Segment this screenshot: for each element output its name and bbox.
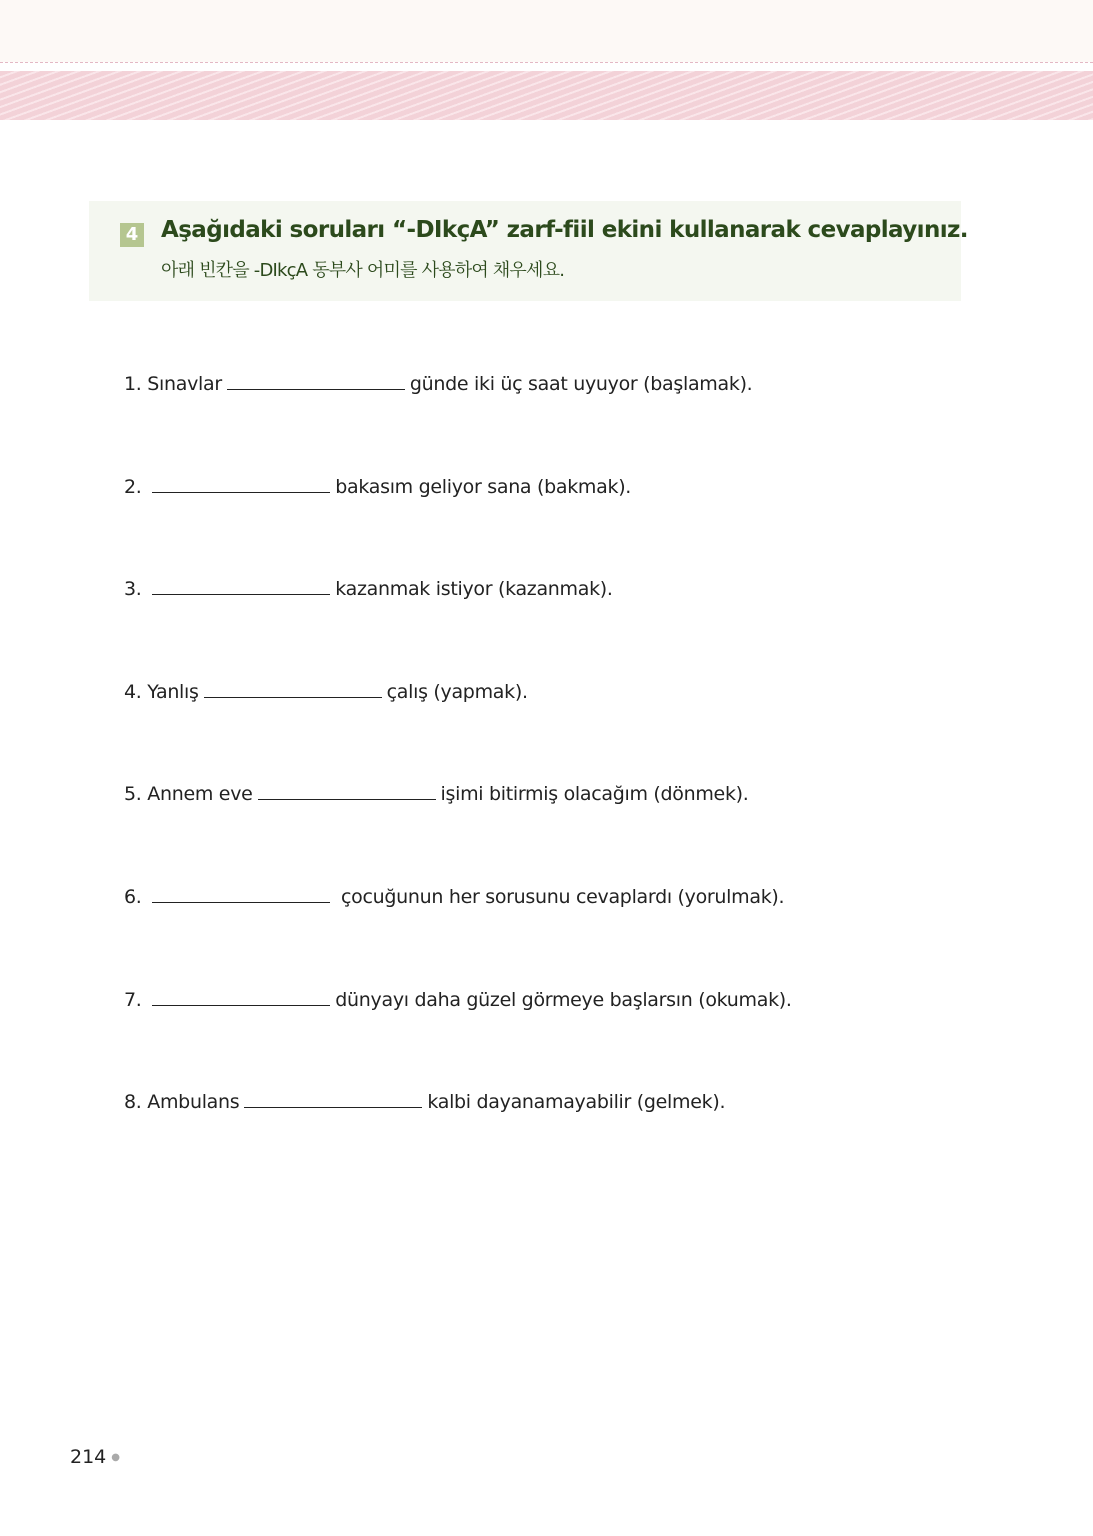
exercise-number-badge: 4 bbox=[120, 223, 144, 247]
item-suffix: kalbi dayanamayabilir (gelmek). bbox=[427, 1091, 726, 1114]
item-number: 8. bbox=[124, 1091, 142, 1114]
exercise-title: Aşağıdaki soruları “-DIkçA” zarf-fiil ekini kullanarak cevaplayınız. bbox=[161, 217, 968, 243]
item-number: 5. bbox=[124, 783, 142, 806]
answer-blank[interactable] bbox=[152, 882, 330, 903]
exercise-item bbox=[124, 1087, 725, 1113]
exercise-item bbox=[124, 779, 749, 805]
item-suffix: çocuğunun her sorusunu cevaplardı (yorulmak). bbox=[341, 886, 785, 908]
item-suffix: işimi bitirmiş olacağım (dönmek). bbox=[440, 783, 749, 806]
striped-banner bbox=[0, 71, 1093, 120]
dotted-divider bbox=[0, 62, 1093, 63]
item-number: 1. bbox=[124, 373, 142, 395]
item-suffix: kazanmak istiyor (kazanmak). bbox=[335, 578, 613, 601]
item-number: 7. bbox=[124, 988, 142, 1011]
answer-blank[interactable] bbox=[204, 677, 382, 698]
answer-blank[interactable] bbox=[152, 574, 330, 595]
item-prefix: Annem eve bbox=[147, 783, 253, 806]
answer-blank[interactable] bbox=[152, 472, 330, 493]
exercise-item bbox=[124, 369, 752, 395]
exercise-header bbox=[89, 201, 968, 301]
item-suffix: bakasım geliyor sana (bakmak). bbox=[335, 475, 632, 498]
exercise-item bbox=[124, 574, 613, 600]
page-number-text: 214 bbox=[70, 1446, 107, 1468]
item-suffix: çalış (yapmak). bbox=[386, 680, 528, 703]
exercise-item bbox=[124, 985, 792, 1011]
page-number bbox=[70, 1446, 120, 1468]
exercise-item bbox=[124, 882, 784, 908]
page-top-band bbox=[0, 0, 1093, 62]
item-number: 4. bbox=[124, 680, 142, 703]
item-number: 3. bbox=[124, 578, 142, 601]
answer-blank[interactable] bbox=[152, 985, 330, 1006]
item-number: 2. bbox=[124, 475, 142, 498]
exercise-subtitle: 아래 빈칸을 -DIkçA 동부사 어미를 사용하여 채우세요. bbox=[161, 260, 565, 281]
item-prefix: Yanlış bbox=[147, 680, 199, 703]
item-suffix: dünyayı daha güzel görmeye başlarsın (okumak). bbox=[335, 988, 792, 1011]
item-suffix: günde iki üç saat uyuyor (başlamak). bbox=[409, 373, 753, 395]
answer-blank[interactable] bbox=[258, 779, 436, 800]
item-number: 6. bbox=[124, 886, 142, 908]
item-prefix: Ambulans bbox=[147, 1091, 240, 1114]
item-prefix: Sınavlar bbox=[147, 373, 222, 395]
exercise-item bbox=[124, 677, 528, 703]
page-dot: ● bbox=[111, 1452, 120, 1463]
exercise-item bbox=[124, 472, 631, 498]
answer-blank[interactable] bbox=[227, 369, 405, 390]
answer-blank[interactable] bbox=[244, 1087, 422, 1108]
